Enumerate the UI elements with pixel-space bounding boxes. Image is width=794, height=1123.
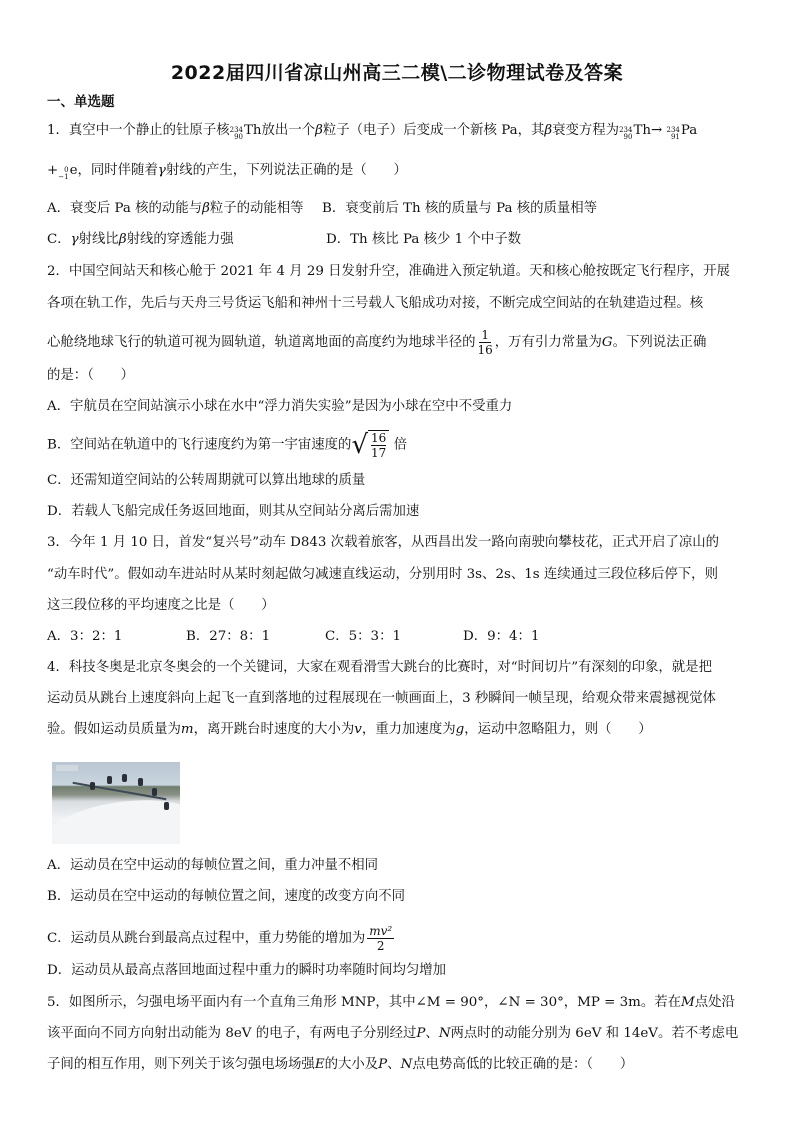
- page-title: 2022届四川省凉山州高三二模\二诊物理试卷及答案: [170, 62, 624, 84]
- fraction-one-sixteenth: $\frac{1}{16}$: [477, 328, 493, 357]
- q3-option-a[interactable]: A．3：2：1: [47, 629, 123, 644]
- q2-option-c[interactable]: C．还需知道空间站的公转周期就可以算出地球的质量: [47, 473, 366, 488]
- q5-stem-line3: 子间的相互作用，则下列关于该匀强电场场强E的大小及P、N点电势高低的比较正确的是：（ ）: [47, 1057, 634, 1072]
- q4-option-a[interactable]: A．运动员在空中运动的每帧位置之间，重力冲量不相同: [47, 858, 379, 873]
- q3-stem-line1: 3．今年 1 月 10 日，首发“复兴号”动车 D843 次载着旅客，从西昌出发一路向南驶向攀枝花，正式开启了凉山的: [47, 535, 720, 550]
- q4-stem-line1: 4．科技冬奥是北京冬奥会的一个关键词，大家在观看滑雪大跳台的比赛时，对“时间切片”有深刻的印象，就是把: [47, 660, 712, 675]
- q3-option-d[interactable]: D．9：4：1: [463, 629, 540, 644]
- broadcaster-logo: [56, 765, 78, 771]
- athlete-frame-2: [107, 776, 112, 784]
- q4-stem-line3: 验。假如运动员质量为m，离开跳台时速度的大小为v，重力加速度为g，运动中忽略阻力，则（ ）: [47, 722, 652, 737]
- q2-stem-line4: 的是：（ ）: [47, 368, 135, 383]
- q2-option-a[interactable]: A．宇航员在空间站演示小球在水中“浮力消失实验”是因为小球在空中不受重力: [47, 399, 513, 414]
- q1-stem-line2: + 0 −1 e，同时伴随着γ射线的产生，下列说法正确的是（ ）: [47, 163, 407, 181]
- q5-stem-line2: 该平面向不同方向射出动能为 8eV 的电子，有两电子分别经过P、N两点时的动能分别为 6eV 和 14eV。若不考虑电: [47, 1026, 739, 1041]
- q4-option-b[interactable]: B．运动员在空中运动的每帧位置之间，速度的改变方向不同: [47, 889, 405, 904]
- q2-stem-line3: 心舱绕地球飞行的轨道可视为圆轨道，轨道离地面的高度约为地球半径的 $\frac{1}{16}$ ，万有引力常量为G。下列说法正确: [47, 328, 707, 357]
- q1-option-c[interactable]: C．γ射线比β射线的穿透能力强: [47, 232, 234, 247]
- q1-option-b[interactable]: B．衰变前后 Th 核的质量与 Pa 核的质量相等: [322, 201, 598, 216]
- athlete-frame-1: [90, 782, 95, 790]
- q4-option-d[interactable]: D．运动员从最高点落回地面过程中重力的瞬时功率随时间均匀增加: [47, 963, 447, 978]
- q1-option-a[interactable]: A．衰变后 Pa 核的动能与β粒子的动能相等: [47, 201, 304, 216]
- ski-jump-photo: [52, 762, 180, 844]
- athlete-frame-6: [164, 802, 169, 810]
- nuclide-pa: 234 91 Pa: [666, 123, 698, 141]
- q2-stem-line1: 2．中国空间站天和核心舱于 2021 年 4 月 29 日发射升空，准确进入预定轨道。天和核心舱按既定飞行程序，开展: [47, 264, 730, 279]
- q4-stem-line2: 运动员从跳台上速度斜向上起飞一直到落地的过程展现在一帧画面上，3 秒瞬间一帧呈现，给观众带来震撼视觉体: [47, 691, 716, 706]
- section-heading: 一、单选题: [47, 94, 115, 110]
- athlete-frame-5: [152, 788, 157, 796]
- athlete-frame-4: [138, 778, 143, 786]
- nuclide-th: 234 90 Th: [229, 123, 262, 141]
- q2-option-b[interactable]: B．空间站在轨道中的飞行速度约为第一宇宙速度的 √ 16 17 倍: [47, 430, 407, 460]
- q5-stem-line1: 5．如图所示，匀强电场平面内有一个直角三角形 MNP，其中∠M = 90°，∠N = 30°，MP = 3m。若在M点处沿: [47, 995, 735, 1010]
- nuclide-th-2: 234 90 Th: [619, 123, 652, 141]
- q2-option-d[interactable]: D．若载人飞船完成任务返回地面，则其从空间站分离后需加速: [47, 504, 420, 519]
- athlete-frame-3: [122, 774, 127, 782]
- fraction-mv2-over-2: $\frac{\text{mv²}}{2}$: [369, 924, 393, 953]
- q4-option-c[interactable]: C．运动员从跳台到最高点过程中，重力势能的增加为 $\frac{\text{mv²}}{2}$: [47, 924, 393, 953]
- q3-option-b[interactable]: B．27：8：1: [186, 629, 271, 644]
- q1-stem-line1: 1．真空中一个静止的钍原子核 234 90 Th放出一个β粒子（电子）后变成一个新核 Pa，其β衰变方程为 234 90 Th→ 234 91 Pa: [47, 123, 698, 141]
- q2-stem-line2: 各项在轨工作，先后与天舟三号货运飞船和神州十三号载人飞船成功对接，不断完成空间站的在轨建造过程。核: [47, 296, 704, 311]
- sqrt-fraction: √ 16 17: [351, 430, 389, 460]
- q3-stem-line2: “动车时代”。假如动车进站时从某时刻起做匀减速直线运动，分别用时 3s、2s、1s 连续通过三段位移后停下，则: [47, 567, 718, 582]
- q3-stem-line3: 这三段位移的平均速度之比是（ ）: [47, 598, 275, 613]
- q1-option-d[interactable]: D．Th 核比 Pa 核少 1 个中子数: [326, 232, 521, 247]
- nuclide-electron: 0 −1 e: [58, 163, 78, 181]
- q3-option-c[interactable]: C．5：3：1: [325, 629, 401, 644]
